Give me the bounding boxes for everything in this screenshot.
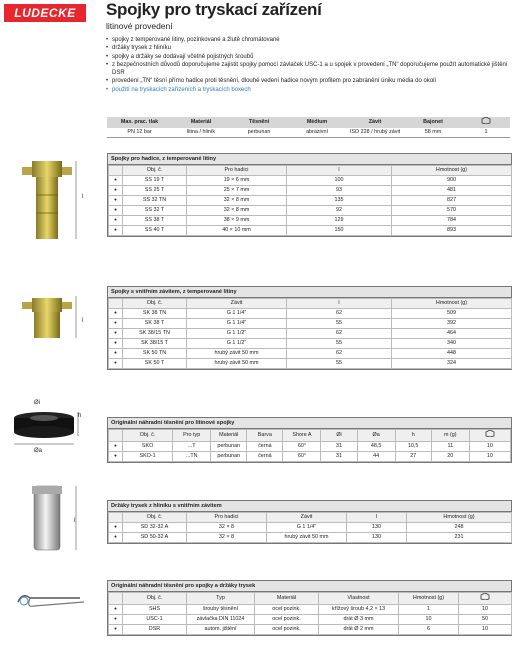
table-cell: 25 × 7 mm [187, 186, 287, 196]
table-cell: 135 [287, 196, 392, 206]
order-number: SS 38 T [123, 216, 187, 226]
hose-coupling-image [10, 155, 88, 245]
threaded-coupling-image [10, 290, 88, 346]
table-row [109, 309, 512, 319]
table-cell: 62 [287, 329, 392, 339]
table-cell: černá [247, 442, 283, 452]
table-row [109, 533, 512, 543]
table-cell: 62 [287, 349, 392, 359]
section-title: Originální náhradní těsnění pro litinové spojky [108, 418, 511, 429]
order-number: SS 40 T [123, 226, 187, 236]
table-cell: 130 [347, 523, 407, 533]
page-title: Spojky pro tryskací zařízení [106, 0, 322, 19]
column-header [109, 299, 123, 309]
table-cell: 570 [392, 206, 512, 216]
table-cell: 464 [392, 329, 512, 339]
table-cell: 130 [347, 533, 407, 543]
column-header: Pro hadici [187, 166, 287, 176]
feature-item: • z bezpečnostních důvodů doporučujeme zajistit spojky pomocí závlaček USC-1 a u spojek v provedení „TN“ doporučujeme použít automatické jištění DSR [106, 61, 511, 78]
table-cell: 10 [459, 605, 512, 615]
package-icon [469, 430, 510, 442]
feature-item: • držáky trysek z hliníku [106, 44, 511, 52]
table-row [109, 625, 512, 635]
table-row [109, 206, 512, 216]
dimension-label: Øa [34, 448, 43, 454]
table-cell: 129 [287, 216, 392, 226]
bullet-icon: • [109, 186, 123, 196]
spec-header: Bajonet [404, 117, 462, 128]
bullet-icon: • [109, 615, 123, 625]
table-cell: 32 × 8 mm [187, 196, 287, 206]
table-cell: 1 [399, 605, 459, 615]
column-header: Závit [267, 513, 347, 523]
table-cell: G 1 1/4" [187, 319, 287, 329]
column-header: l [347, 513, 407, 523]
table-cell: ocel pozink. [255, 625, 319, 635]
column-header: Øi [321, 430, 357, 442]
table-cell: 20 [431, 452, 469, 462]
section-title: Spojky pro hadice, z temperované litiny [108, 154, 511, 165]
spare-parts-table [108, 592, 512, 635]
safety-pin-image [14, 586, 94, 616]
table-row [109, 615, 512, 625]
bullet-icon: • [109, 176, 123, 186]
spec-header: Závit [346, 117, 404, 128]
spare-parts-section [107, 580, 512, 636]
table-cell: perbunan [211, 442, 247, 452]
table-row [109, 319, 512, 329]
order-number: USC-1 [123, 615, 187, 625]
package-icon [459, 593, 512, 605]
table-row [109, 196, 512, 206]
bullet-icon: • [109, 226, 123, 236]
gasket-image [6, 406, 82, 450]
table-cell: 60° [283, 452, 321, 462]
column-header: Pro hadici [187, 513, 267, 523]
table-cell: 38 × 9 mm [187, 216, 287, 226]
column-header [109, 430, 123, 442]
nozzle-holders-table [108, 512, 512, 543]
table-cell: G 1 1/2" [187, 329, 287, 339]
order-number: SK 38 T [123, 319, 187, 329]
table-cell: 27 [395, 452, 431, 462]
table-cell: 248 [407, 523, 512, 533]
table-cell: 62 [287, 309, 392, 319]
column-header: Obj. č. [123, 593, 187, 605]
bullet-icon: • [109, 206, 123, 216]
table-row [109, 605, 512, 615]
order-number: SK 38/15 T [123, 339, 187, 349]
table-cell: 11 [431, 442, 469, 452]
order-number: SD 32-32 A [123, 523, 187, 533]
table-cell: 231 [407, 533, 512, 543]
table-cell: 60° [283, 442, 321, 452]
table-row [109, 452, 511, 462]
table-cell: 340 [392, 339, 512, 349]
table-cell: 32 × 8 mm [187, 206, 287, 216]
column-header: Obj. č. [123, 299, 187, 309]
table-cell: 40 × 10 mm [187, 226, 287, 236]
order-number: DSR [123, 625, 187, 635]
table-row [109, 216, 512, 226]
table-cell: 392 [392, 319, 512, 329]
column-header: Materiál [255, 593, 319, 605]
column-header: Hmotnost (g) [399, 593, 459, 605]
table-row [109, 359, 512, 369]
brand-logo: LUDECKE [4, 4, 86, 22]
order-number: SK 38/15 TN [123, 329, 187, 339]
column-header: Materiál [211, 430, 247, 442]
spec-value: litina / hliník [172, 128, 230, 138]
feature-item: • provedení „TN“ těsní přímo hadice proti těsnění, dlouhé vedení hadice novým profilem pro zabránění úniku média do okolí [106, 77, 511, 85]
feature-item: • spojky z temperované litiny, pozinkované a žlutě chromátované [106, 36, 511, 44]
table-cell: 448 [392, 349, 512, 359]
table-row [109, 442, 511, 452]
order-number: SK 50 T [123, 359, 187, 369]
dimension-label: Øi [34, 400, 40, 406]
feature-list [106, 36, 511, 94]
bullet-icon: • [109, 452, 123, 462]
table-cell: křížový šroub 4,2 × 13 [319, 605, 399, 615]
column-header: l [287, 166, 392, 176]
table-cell: 10,5 [395, 442, 431, 452]
column-header [109, 166, 123, 176]
dimension-label: l [82, 194, 84, 200]
table-cell: 50 [459, 615, 512, 625]
table-cell: 827 [392, 196, 512, 206]
column-header: h [395, 430, 431, 442]
threaded-couplings-section [107, 286, 512, 370]
table-cell: 6 [399, 625, 459, 635]
column-header: Hmotnost (g) [392, 166, 512, 176]
bullet-icon: • [109, 309, 123, 319]
feature-item: • použití na tryskacích zařízeních a tryskacích boxech [106, 86, 511, 94]
dimension-label: h [78, 413, 82, 419]
spec-header: Médium [288, 117, 346, 128]
table-row [109, 226, 512, 236]
table-cell: 481 [392, 186, 512, 196]
order-number: SK 38 TN [123, 309, 187, 319]
table-cell: 324 [392, 359, 512, 369]
table-cell: G 1 1/4" [267, 523, 347, 533]
section-title: Držáky trysek z hliníku s vnitřním závitem [108, 501, 511, 512]
table-cell: 92 [287, 206, 392, 216]
spec-value: PN 12 bar [107, 128, 172, 138]
bullet-icon: • [109, 196, 123, 206]
table-cell: 48,5 [357, 442, 395, 452]
table-cell: 32 × 8 [187, 533, 267, 543]
order-number: SKO-1 [123, 452, 173, 462]
table-cell: drát Ø 2 mm [319, 625, 399, 635]
table-cell: 784 [392, 216, 512, 226]
page-subtitle: litinové provedení [106, 21, 173, 31]
feature-item: • spojky a držáky se dodávají včetně pojistných šroubů [106, 53, 511, 61]
table-cell: 55 [287, 339, 392, 349]
bullet-icon: • [109, 329, 123, 339]
table-cell: 893 [392, 226, 512, 236]
spec-value: ISO 228 / hrubý závit [346, 128, 404, 138]
table-cell: 10 [459, 625, 512, 635]
bullet-icon: • [109, 625, 123, 635]
table-cell: 509 [392, 309, 512, 319]
table-cell: 150 [287, 226, 392, 236]
table-cell: hrubý závit 50 mm [187, 359, 287, 369]
table-cell: 10 [469, 442, 510, 452]
threaded-couplings-table [108, 298, 512, 369]
order-number: SK 50 TN [123, 349, 187, 359]
table-cell: ...T [173, 442, 211, 452]
order-number: SHS [123, 605, 187, 615]
table-row [109, 523, 512, 533]
spec-table [107, 117, 510, 138]
spec-header: Těsnění [230, 117, 288, 128]
table-cell: závlačka DIN 11024 [187, 615, 255, 625]
gaskets-section [107, 417, 512, 463]
table-cell: 31 [321, 452, 357, 462]
spec-header: Materiál [172, 117, 230, 128]
column-header: l [287, 299, 392, 309]
bullet-icon: • [109, 349, 123, 359]
column-header: Obj. č. [123, 430, 173, 442]
order-number: SS 19 T [123, 176, 187, 186]
bullet-icon: • [109, 523, 123, 533]
order-number: SS 25 T [123, 186, 187, 196]
bullet-icon: • [109, 339, 123, 349]
order-number: SS 32 TN [123, 196, 187, 206]
hose-couplings-table [108, 165, 512, 236]
table-cell: perbunan [211, 452, 247, 462]
bullet-icon: • [109, 319, 123, 329]
spec-value: abrazivní [288, 128, 346, 138]
order-number: SS 32 T [123, 206, 187, 216]
column-header: Barva [247, 430, 283, 442]
table-cell: 32 × 8 [187, 523, 267, 533]
table-row [109, 339, 512, 349]
bullet-icon: • [109, 533, 123, 543]
column-header: Øa [357, 430, 395, 442]
table-cell: ocel pozink. [255, 605, 319, 615]
table-cell: G 1 1/4" [187, 309, 287, 319]
table-cell: 55 [287, 359, 392, 369]
table-cell: 19 × 6 mm [187, 176, 287, 186]
table-cell: hrubý závit 50 mm [187, 349, 287, 359]
column-header: Obj. č. [123, 513, 187, 523]
table-cell: šrouby těsnění [187, 605, 255, 615]
column-header [109, 513, 123, 523]
nozzle-holder-image [18, 482, 88, 554]
section-title: Originální náhradní těsnění pro spojky a držáky trysek [108, 581, 511, 592]
column-header: Závit [187, 299, 287, 309]
section-title: Spojky s vnitřním závitem, z temperované litiny [108, 287, 511, 298]
table-cell: 55 [287, 319, 392, 329]
table-cell: G 1 1/2" [187, 339, 287, 349]
column-header: Vlastnost [319, 593, 399, 605]
order-number: SKO [123, 442, 173, 452]
column-header [109, 593, 123, 605]
table-cell: hrubý závit 50 mm [267, 533, 347, 543]
spec-header: Max. prac. tlak [107, 117, 172, 128]
table-cell: 10 [399, 615, 459, 625]
bullet-icon: • [109, 442, 123, 452]
bullet-icon: • [109, 359, 123, 369]
gaskets-table [108, 429, 511, 462]
column-header: Pro typ [173, 430, 211, 442]
table-cell: ...TN [173, 452, 211, 462]
table-row [109, 349, 512, 359]
column-header: Hmotnost (g) [407, 513, 512, 523]
hose-couplings-section [107, 153, 512, 237]
spec-value: 58 mm [404, 128, 462, 138]
table-cell: černá [247, 452, 283, 462]
table-cell: ocel pozink. [255, 615, 319, 625]
bullet-icon: • [109, 216, 123, 226]
column-header: Shore A [283, 430, 321, 442]
table-cell: 31 [321, 442, 357, 452]
nozzle-holders-section [107, 500, 512, 544]
package-icon [462, 117, 510, 128]
column-header: Obj. č. [123, 166, 187, 176]
column-header: Typ [187, 593, 255, 605]
bullet-icon: • [109, 605, 123, 615]
spec-value: 1 [462, 128, 510, 138]
spec-value: perbunan [230, 128, 288, 138]
table-cell: 900 [392, 176, 512, 186]
table-cell: 93 [287, 186, 392, 196]
table-row [109, 186, 512, 196]
table-row [109, 329, 512, 339]
column-header: m (g) [431, 430, 469, 442]
dimension-label: l [82, 318, 84, 324]
order-number: SD 50-32 A [123, 533, 187, 543]
table-cell: autom. jištění [187, 625, 255, 635]
column-header: Hmotnost (g) [392, 299, 512, 309]
dimension-label: l [74, 518, 76, 524]
table-cell: 100 [287, 176, 392, 186]
table-cell: drát Ø 3 mm [319, 615, 399, 625]
table-cell: 44 [357, 452, 395, 462]
table-row [109, 176, 512, 186]
table-cell: 10 [469, 452, 510, 462]
